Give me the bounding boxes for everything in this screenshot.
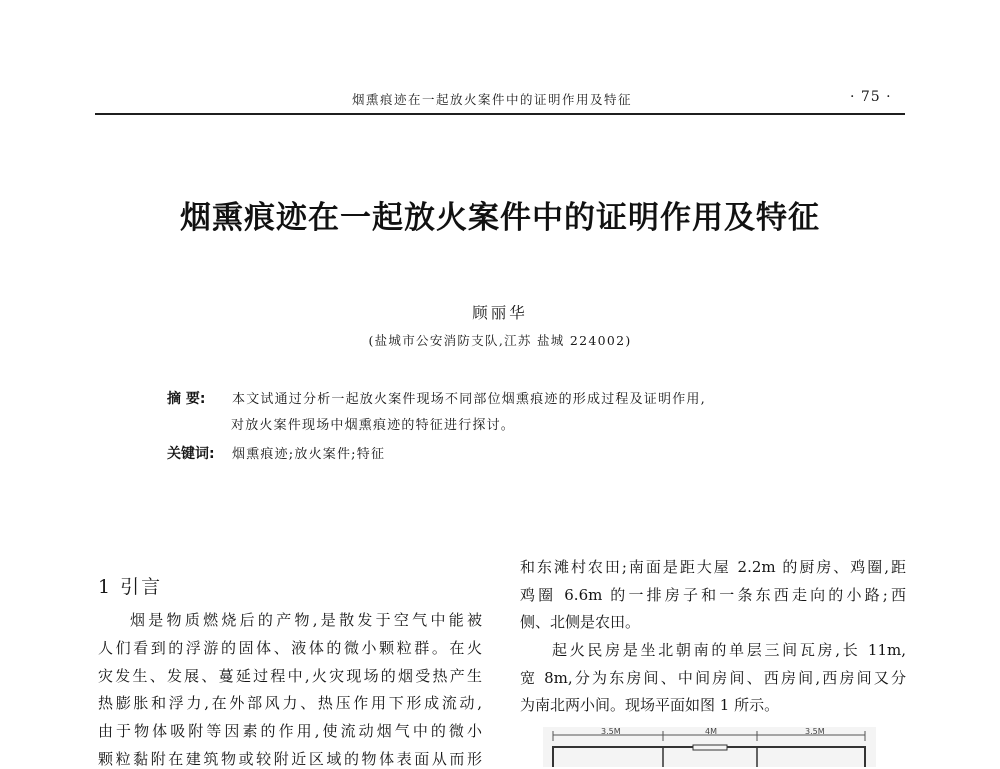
body-text-line: 为南北两小间。现场平面如图 1 所示。 (520, 696, 780, 714)
body-text-line: 烟是物质燃烧后的产物,是散发于空气中能被 (130, 611, 482, 629)
door-opening (693, 745, 727, 750)
article-title: 烟熏痕迹在一起放火案件中的证明作用及特征 (180, 200, 820, 236)
body-text-line: 人们看到的浮游的固体、液体的微小颗粒群。在火 (98, 639, 482, 657)
running-header-title: 烟熏痕迹在一起放火案件中的证明作用及特征 (352, 92, 633, 107)
header-rule (95, 113, 905, 115)
abstract-label: 摘 要: (167, 391, 206, 407)
body-text-line: 颗粒黏附在建筑物或较附近区域的物体表面从而形 (98, 750, 482, 768)
dimension-label: 3.5M (601, 727, 621, 736)
body-text-line: 由于物体吸附等因素的作用,使流动烟气中的微小 (98, 722, 482, 740)
page-number: · 75 · (850, 89, 892, 105)
abstract-text-line: 对放火案件现场中烟熏痕迹的特征进行探讨。 (231, 418, 516, 433)
dimension-label: 3.5M (805, 727, 825, 736)
body-text-line: 侧、北侧是农田。 (520, 613, 641, 631)
body-text-line: 灾发生、发展、蔓延过程中,火灾现场的烟受热产生 (98, 667, 482, 685)
section-heading-introduction: 1 引言 (98, 576, 163, 598)
figure-floor-plan (543, 727, 876, 767)
keywords-text: 烟熏痕迹;放火案件;特征 (232, 447, 386, 462)
dimension-label: 4M (705, 727, 717, 736)
body-text-line: 宽 8m,分为东房间、中间房间、西房间,西房间又分 (520, 669, 906, 687)
author-name: 顾丽华 (472, 304, 528, 322)
body-text-line: 热膨胀和浮力,在外部风力、热压作用下形成流动, (98, 694, 482, 712)
body-text-line: 鸡圈 6.6m 的一排房子和一条东西走向的小路;西 (520, 586, 906, 604)
author-affiliation: (盐城市公安消防支队,江苏 盐城 224002) (368, 333, 632, 348)
body-text-line: 起火民房是坐北朝南的单层三间瓦房,长 11m, (552, 641, 906, 659)
keywords-label: 关键词: (167, 446, 215, 462)
abstract-text-line: 本文试通过分析一起放火案件现场不同部位烟熏痕迹的形成过程及证明作用, (232, 392, 706, 407)
body-text-line: 和东滩村农田;南面是距大屋 2.2m 的厨房、鸡圈,距 (520, 558, 906, 576)
